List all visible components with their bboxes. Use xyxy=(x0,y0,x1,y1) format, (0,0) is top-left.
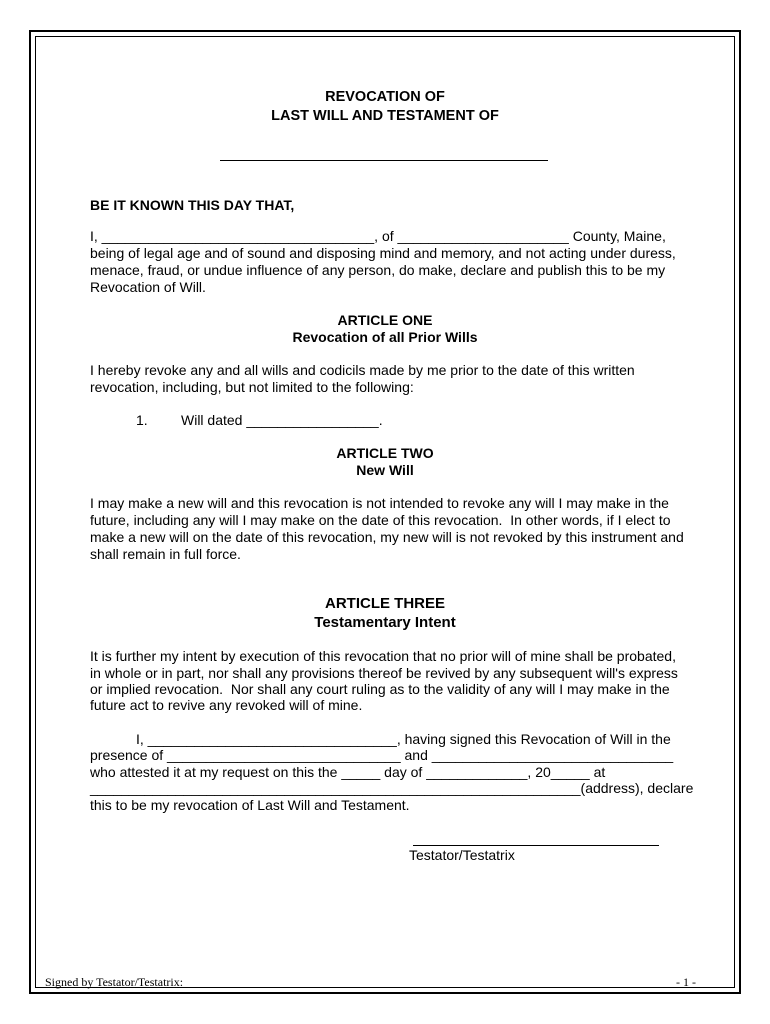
intro-line-2: being of legal age and of sound and disposing mind and memory, and not acting under duress, xyxy=(90,245,676,261)
article-one-line-1: I hereby revoke any and all wills and codicils made by me prior to the date of this written xyxy=(90,362,635,378)
article-two-line-3: make a new will on the date of this revocation, my new will is not revoked by this instrument and xyxy=(90,529,684,545)
article-three-line-4: future act to revive any revoked will of mine. xyxy=(90,697,363,713)
document-title-line2: LAST WILL AND TESTAMENT OF xyxy=(271,108,499,124)
article-one-heading: ARTICLE ONE xyxy=(337,312,433,328)
intro-heading: BE IT KNOWN THIS DAY THAT, xyxy=(90,197,295,213)
attestation-line-3: who attested it at my request on this the _____ day of _____________, 20_____ at xyxy=(90,764,606,780)
article-two-line-4: shall remain in full force. xyxy=(90,546,241,562)
article-one-subheading: Revocation of all Prior Wills xyxy=(292,329,478,345)
intro-line-4: Revocation of Will. xyxy=(90,279,206,295)
article-two-line-2: future, including any will I may make on the date of this revocation. In other words, if I elect to xyxy=(90,512,671,528)
article-three-subheading: Testamentary Intent xyxy=(314,614,456,631)
list-item-number: 1. xyxy=(136,412,148,428)
signature-label: Testator/Testatrix xyxy=(409,847,515,863)
article-three-line-3: or implied revocation. Nor shall any court ruling as to the validity of any will I may make in the xyxy=(90,681,670,697)
attestation-line-2: presence of ______________________________ and _______________________________ xyxy=(90,747,674,763)
attestation-line-4: _______________________________________________________________(address), declare xyxy=(90,780,694,796)
testator-name-line[interactable] xyxy=(220,160,548,161)
will-dated-field: Will dated _________________. xyxy=(181,412,383,428)
article-two-heading: ARTICLE TWO xyxy=(336,445,434,461)
article-two-subheading: New Will xyxy=(356,462,414,478)
signature-line[interactable] xyxy=(413,845,659,846)
article-three-line-1: It is further my intent by execution of this revocation that no prior will of mine shall be probated, xyxy=(90,648,676,664)
article-three-line-2: in whole or in part, nor shall any provisions thereof be revived by any subsequent will's express xyxy=(90,665,678,681)
article-one-line-2: revocation, including, but not limited to the following: xyxy=(90,379,414,395)
attestation-line-1: I, ________________________________, having signed this Revocation of Will in the xyxy=(136,731,671,747)
article-two-line-1: I may make a new will and this revocation is not intended to revoke any will I may make in the xyxy=(90,495,669,511)
article-three-heading: ARTICLE THREE xyxy=(325,595,445,612)
page-number: - 1 - xyxy=(676,975,696,989)
intro-line-3: menace, fraud, or undue influence of any person, do make, declare and publish this to be my xyxy=(90,262,666,278)
attestation-line-5: this to be my revocation of Last Will and Testament. xyxy=(90,797,410,813)
intro-line-1: I, ___________________________________, of ______________________ County, Maine, xyxy=(90,228,666,244)
footer-signed-by: Signed by Testator/Testatrix: _______________________________________ xyxy=(45,975,421,989)
document-title-line1: REVOCATION OF xyxy=(325,89,445,105)
